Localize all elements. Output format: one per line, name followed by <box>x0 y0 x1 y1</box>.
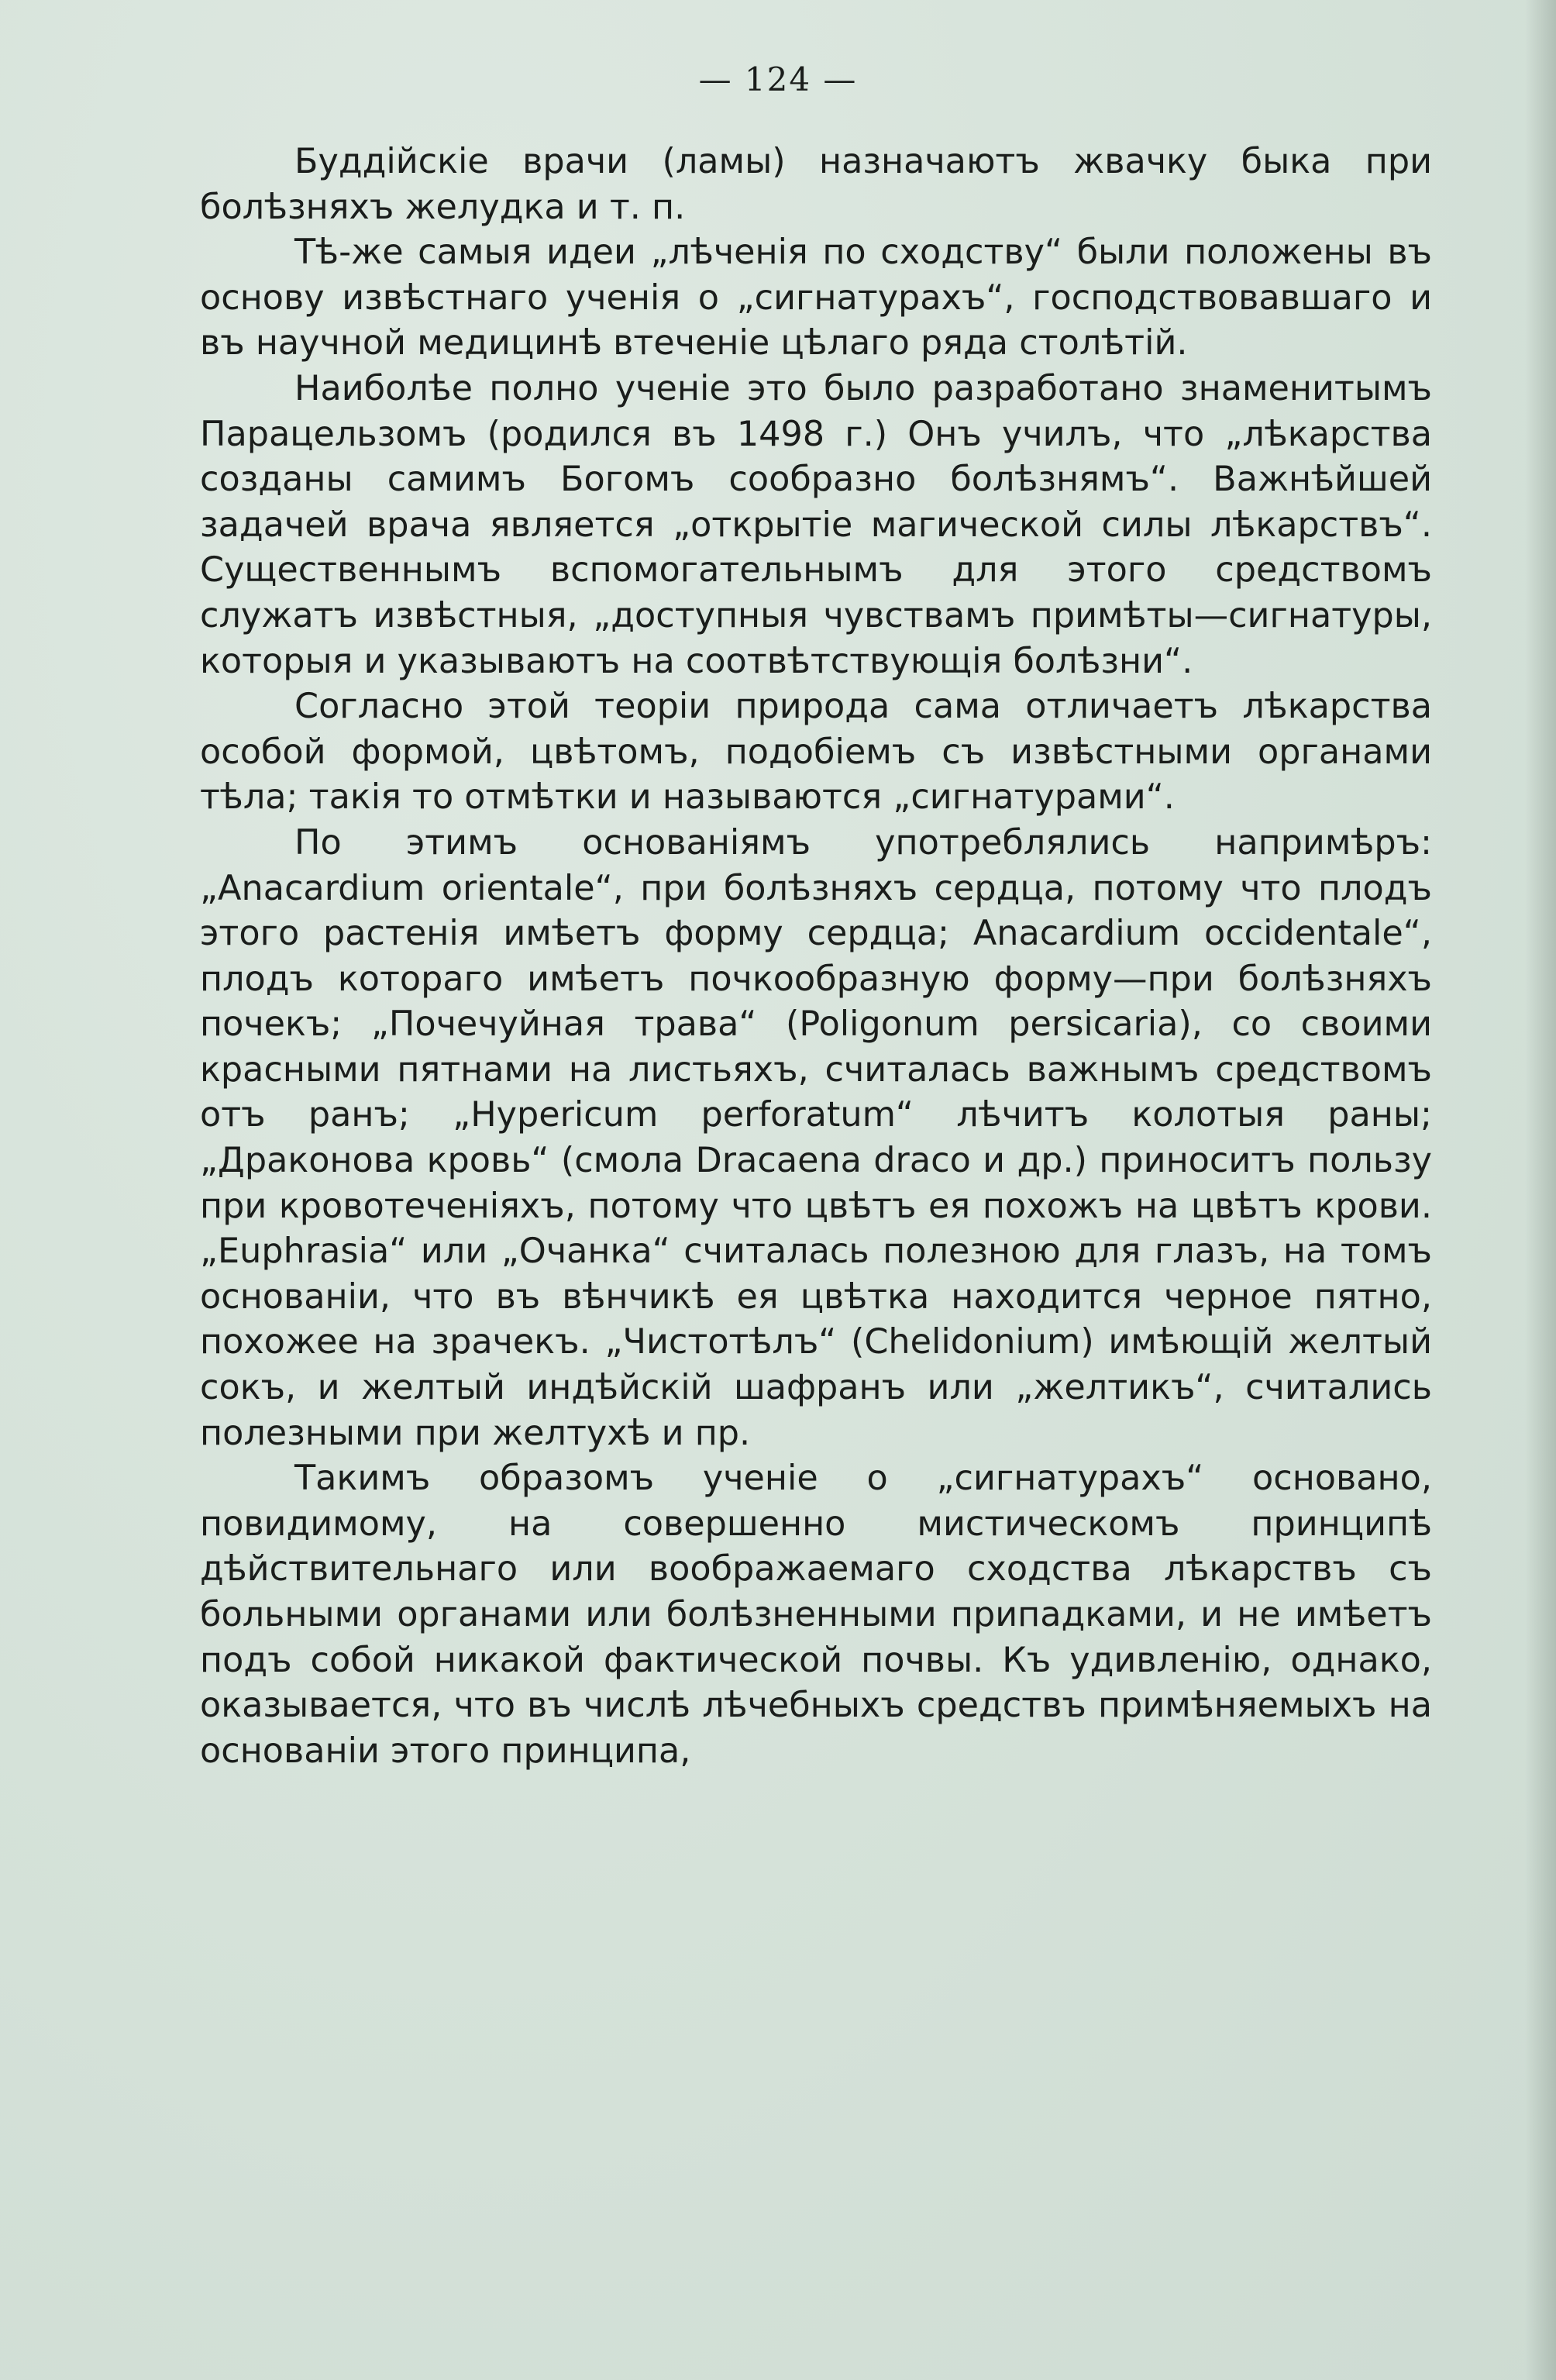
paragraph-3: Наиболѣе полно ученіе это было разработано знаменитымъ Парацельзомъ (родился въ 1498 г.) Онъ училъ, что „лѣкарства созданы самимъ Богомъ сообразно болѣзнямъ“. Важнѣйшей задачей врача является „открытіе магической силы лѣкарствъ“. Существеннымъ вспомогательнымъ для этого средствомъ служатъ извѣстныя, „доступныя чувствамъ примѣты—сигнатуры, которыя и указываютъ на соотвѣтствующія болѣзни“. <box>200 368 1432 681</box>
page-spine-shadow <box>1525 0 1556 2380</box>
page-number: — 124 — <box>698 60 858 98</box>
paragraph-4: Согласно этой теоріи природа сама отличаетъ лѣкарства особой формой, цвѣтомъ, подобіемъ съ извѣстными органами тѣла; такія то отмѣтки и называются „сигнатурами“. <box>200 687 1432 818</box>
paragraph-6: Такимъ образомъ ученіе о „сигнатурахъ“ основано, повидимому, на совершенно мистическомъ принципѣ дѣйствительнаго или воображаемаго сходства лѣкарствъ съ больными органами или болѣзненными припадками, и не имѣетъ подъ собой никакой фактической почвы. Къ удивленію, однако, оказывается, что въ числѣ лѣчебныхъ средствъ примѣняемыхъ на основаніи этого принципа, <box>200 1459 1432 1771</box>
paragraph-1: Буддійскіе врачи (ламы) назначаютъ жвачку быка при болѣзняхъ желудка и т. п. <box>200 142 1432 227</box>
body-text <box>200 139 1432 1774</box>
paragraph-5: По этимъ основаніямъ употреблялись напримѣръ: „Anacardium orientale“, при болѣзняхъ сердца, потому что плодъ этого растенія имѣетъ форму сердца; Anacardium occidentale“, плодъ котораго имѣетъ почкообразную форму—при болѣзняхъ почекъ; „Почечуйная трава“ (Poligonum persicaria), со своими красными пятнами на листьяхъ, считалась важнымъ средствомъ отъ ранъ; „Hypericum perforatum“ лѣчитъ колотыя раны; „Драконова кровь“ (смола Dracaena draco и др.) приноситъ пользу при кровотеченіяхъ, потому что цвѣтъ ея похожъ на цвѣтъ крови. „Euphrasia“ или „Очанка“ считалась полезною для глазъ, на томъ основаніи, что въ вѣнчикѣ ея цвѣтка находится черное пятно, похожее на зрачекъ. „Чистотѣлъ“ (Chelidonium) имѣющій желтый сокъ, и желтый индѣйскій шафранъ или „желтикъ“, считались полезными при желтухѣ и пр. <box>200 822 1432 1453</box>
paragraph-2: Тѣ-же самыя идеи „лѣченія по сходству“ были положены въ основу извѣстнаго ученія о „сигнатурахъ“, господствовавшаго и въ научной медицинѣ втеченіе цѣлаго ряда столѣтій. <box>200 232 1432 363</box>
